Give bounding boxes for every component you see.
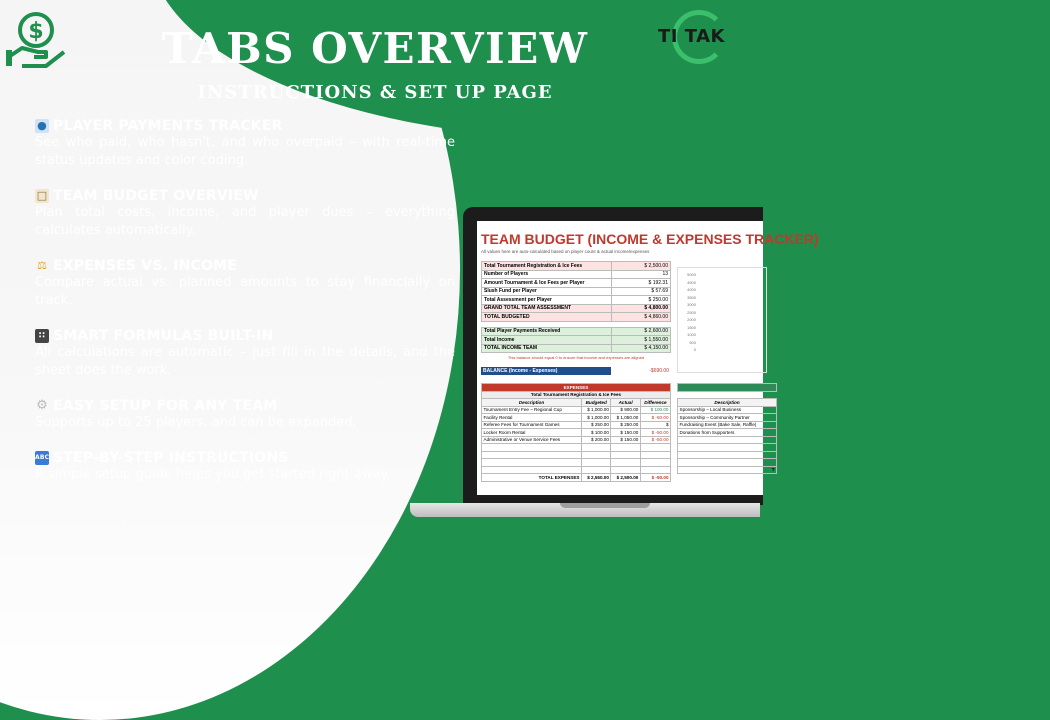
income-header [678, 384, 777, 392]
balance-note: This balance should equal 0 to ensure that income and expenses are aligned [507, 354, 645, 360]
clipboard-icon: □ [36, 189, 48, 202]
sheet-note: All values here are auto-calculated based on player count & actual income/expenses [481, 249, 650, 254]
table-row: Total Tournament Registration & Ice Fees $ 2,500.00 [482, 262, 671, 271]
expenses-subheader: Total Tournament Registration & Ice Fees [482, 391, 671, 399]
table-row [678, 451, 777, 459]
feature-title: SMART FORMULAS BUILT-IN [53, 328, 274, 344]
table-row [482, 444, 671, 452]
tick-label: 2500 [687, 309, 696, 315]
abc-icon: ABC [35, 451, 49, 465]
table-row [678, 436, 777, 444]
feature-item [35, 188, 455, 240]
table-row: Number of Players 13 [482, 270, 671, 279]
tick-label: 3000 [687, 302, 696, 307]
magnifier-icon: ● [35, 119, 49, 133]
feature-item [35, 258, 455, 310]
feature-description: Compare actual vs. planned amounts to stay financially on track. [35, 275, 455, 308]
balance-value: -$690.00 [649, 368, 669, 374]
table-row: Sponsorship – Local Business [678, 406, 777, 414]
table-row: Donations from Supporters [678, 429, 777, 437]
table-row: TOTAL BUDGETED $ 4,860.00 [482, 313, 671, 322]
feature-description: See who paid, who hasn't, and who overpaid – with real-time status updates and color coding. [35, 135, 455, 168]
table-row-total: T [678, 466, 777, 474]
laptop-notch [560, 503, 650, 508]
spreadsheet-preview [477, 221, 819, 495]
table-row [678, 459, 777, 467]
feature-title: TEAM BUDGET OVERVIEW [53, 188, 259, 204]
svg-text:$: $ [28, 19, 44, 44]
table-row: Referee Fees for Tournament Games $ 250.00 $ 250.00 $ [483, 422, 669, 428]
tick-label: 500 [689, 339, 696, 345]
feature-title: EASY SETUP FOR ANY TEAM [53, 398, 278, 414]
feature-item [35, 328, 455, 380]
feature-description: Plan total costs, income, and player dues – everything calculates automatically. [35, 205, 455, 238]
column-header: Difference [640, 399, 670, 407]
income-table [677, 383, 777, 474]
expenses-table [481, 383, 671, 482]
column-header: Budgeted [582, 399, 611, 407]
budget-summary-table [481, 261, 671, 361]
feature-description: All calculations are automatic – just fill in the details, and the sheet does the work. [35, 345, 455, 378]
table-row: GRAND TOTAL TEAM ASSESSMENT $ 4,800.00 [482, 304, 671, 313]
table-row: TOTAL INCOME TEAM $ 4,150.00 [482, 344, 671, 353]
tick-label: 1000 [687, 332, 696, 337]
feature-item [35, 118, 455, 170]
page-title: TABS OVERVIEW [161, 24, 589, 73]
feature-list [35, 118, 455, 502]
gear-icon: ⚙ [36, 398, 48, 413]
chart-y-axis [680, 272, 696, 355]
column-header: Actual [611, 399, 640, 407]
table-row [678, 444, 777, 452]
feature-description: A simple setup guide helps you get started right away. [35, 467, 391, 482]
table-row: Sponsorship – Community Partner [678, 414, 777, 422]
table-row [482, 466, 671, 474]
table-row: Total Income $ 1,550.00 [482, 336, 671, 345]
table-row: Fundraising Event (Bake Sale, Raffle) [678, 421, 777, 429]
table-row: Slush Fund per Player $ 57.69 [482, 287, 671, 296]
table-row: Tournament Entry Fee – Regional Cup $ 1,000.00 $ 900.00 $ 100.00 [483, 407, 669, 413]
brand-name: TI TAK [658, 26, 726, 47]
table-row: Total Assessment per Player $ 250.00 [482, 296, 671, 305]
feature-item [35, 398, 455, 432]
tick-label: 4000 [687, 287, 696, 292]
grid-icon: ∷ [35, 329, 49, 343]
balance-label: BALANCE (Income - Expenses) [481, 367, 611, 375]
column-header: Description [678, 399, 777, 407]
tick-label: 0 [693, 347, 696, 352]
tick-label: 5000 [687, 272, 696, 277]
expenses-header: EXPENSES [482, 384, 671, 392]
table-row: Facility Rental $ 1,000.00 $ 1,050.00 $ -50.00 [483, 414, 669, 420]
sheet-title: TEAM BUDGET (INCOME & EXPENSES TRACKER) [481, 231, 819, 247]
page-subtitle: INSTRUCTIONS & SET UP PAGE [197, 82, 553, 103]
tick-label: 3500 [687, 294, 696, 300]
scales-icon: ⚖ [36, 259, 48, 272]
feature-title: STEP-BY-STEP INSTRUCTIONS [53, 450, 289, 466]
column-header: Description [482, 399, 582, 407]
table-row [482, 459, 671, 467]
feature-title: EXPENSES VS. INCOME [53, 258, 238, 274]
feature-description: Supports up to 25 players, and can be expanded. [35, 415, 357, 430]
balance-row [481, 367, 671, 375]
table-row: Amount Tournament & Ice Fees per Player $ 192.31 [482, 279, 671, 288]
table-row [482, 451, 671, 459]
table-row: Locker Room Rental $ 100.00 $ 150.00 $ -50.00 [483, 429, 669, 435]
tick-label: 1500 [687, 324, 696, 330]
feature-title: PLAYER PAYMENTS TRACKER [53, 118, 283, 134]
feature-item [35, 450, 455, 484]
table-row: Total Player Payments Received $ 2,600.00 [482, 327, 671, 336]
budget-chart [677, 267, 767, 373]
tick-label: 2000 [687, 317, 696, 322]
laptop-screen [463, 207, 819, 505]
tick-label: 4500 [687, 279, 696, 285]
table-row-total: TOTAL EXPENSES $ 2,550.00 $ 2,500.00 $ -50.00 [482, 474, 671, 482]
table-row: Administrative or Venue Service Fees $ 200.00 $ 150.00 $ -50.00 [483, 437, 669, 443]
